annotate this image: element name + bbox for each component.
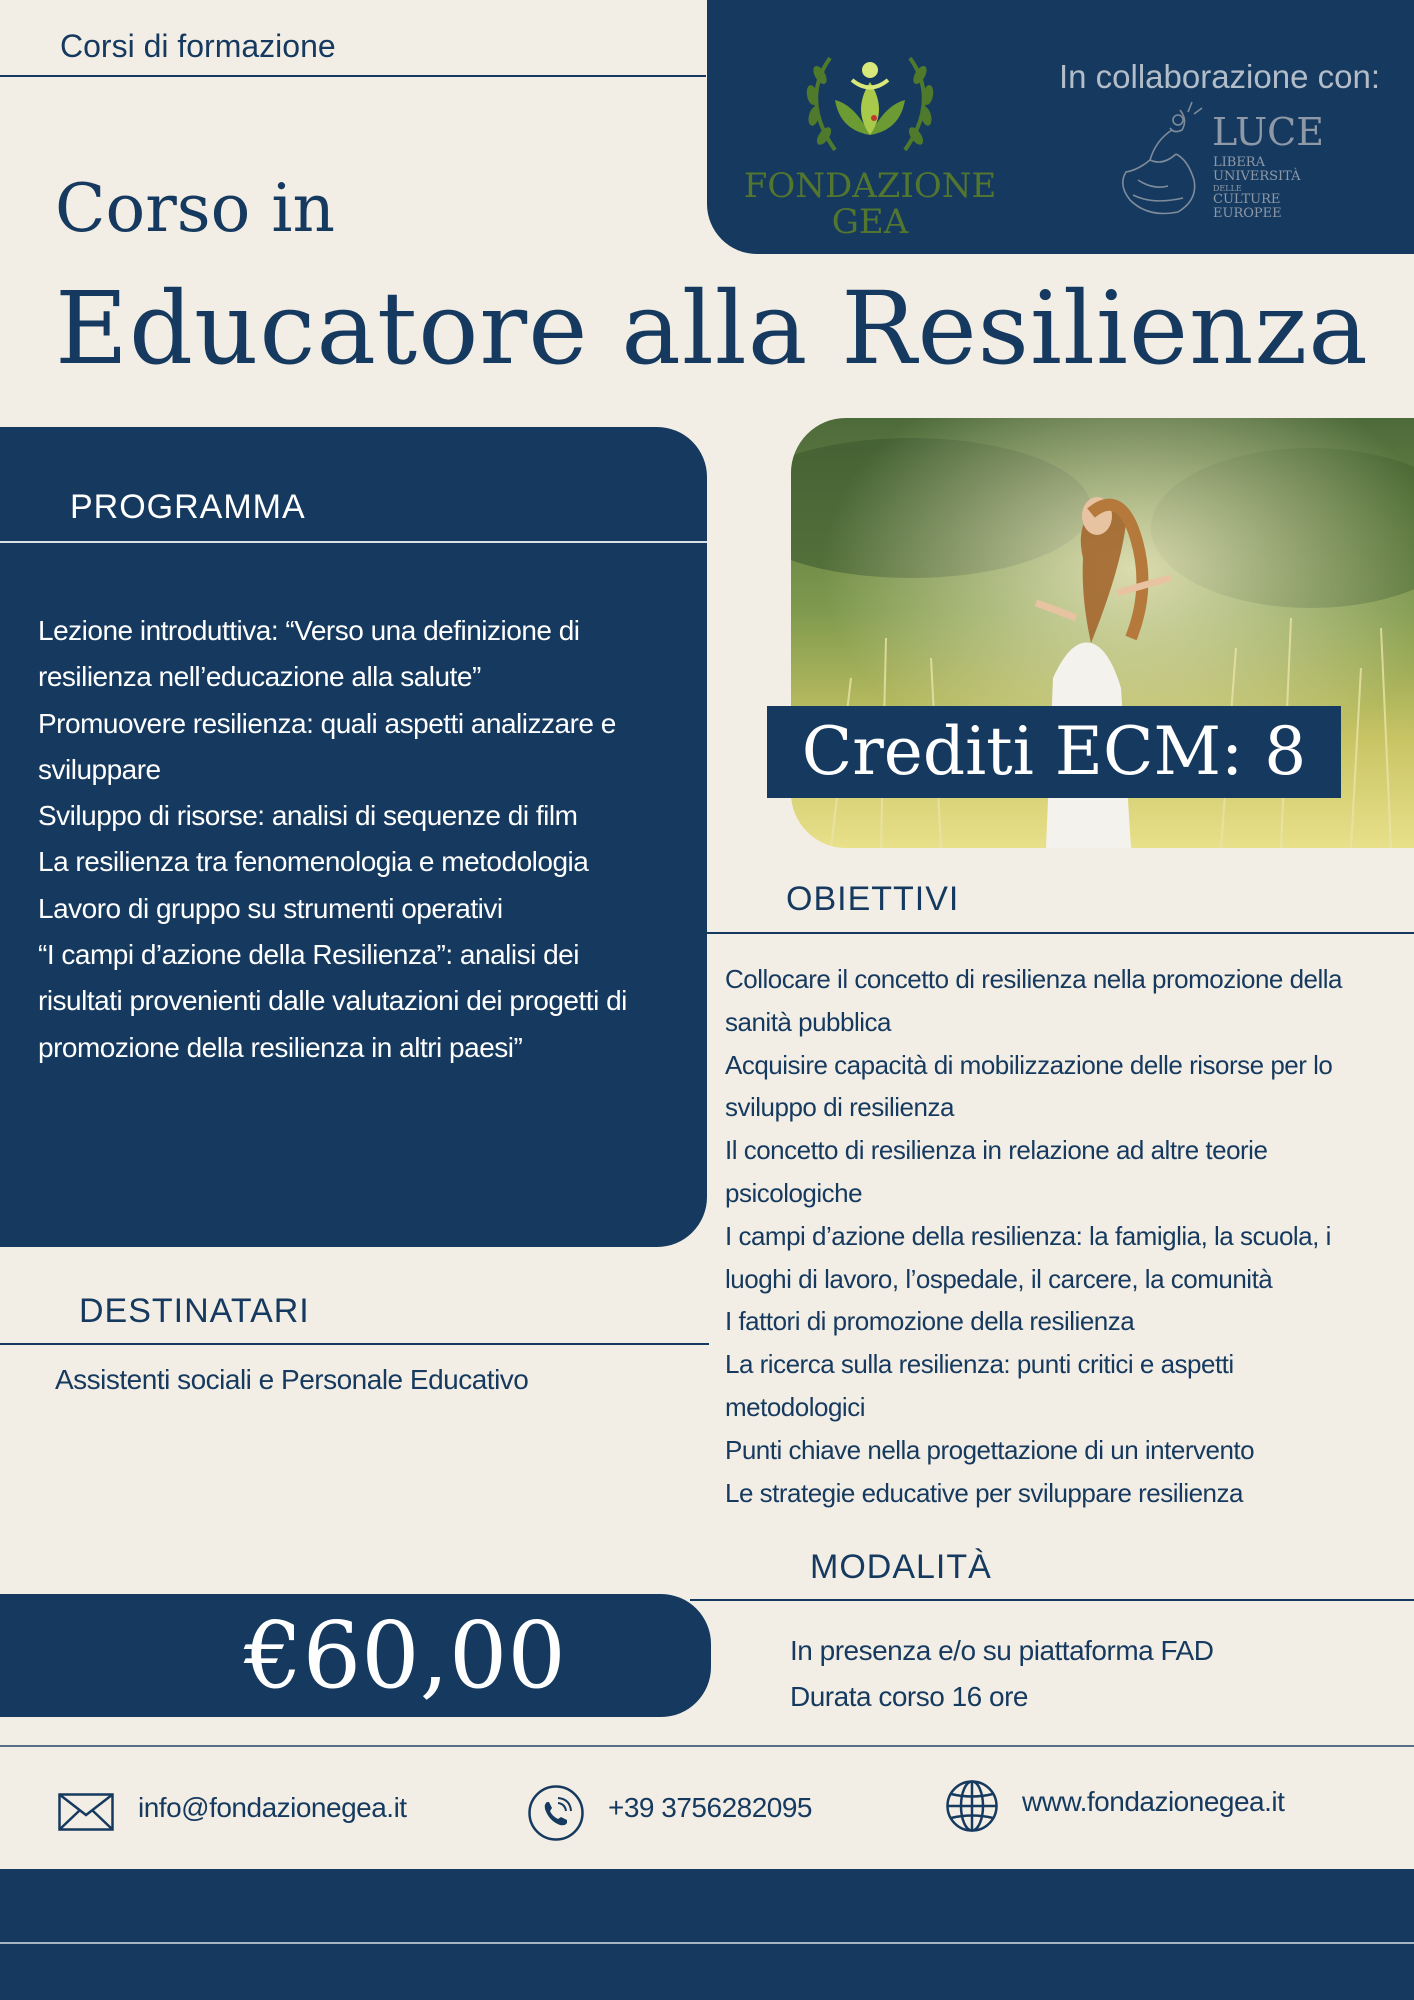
footer-divider	[0, 1942, 1414, 1944]
luce-subtitle	[1213, 156, 1333, 221]
footer-band	[0, 1869, 1414, 2000]
destinatari-heading: DESTINATARI	[79, 1292, 310, 1330]
programma-list	[38, 608, 678, 1071]
modalita-divider	[690, 1599, 1414, 1601]
modalita-line: In presenza e/o su piattaforma FAD	[790, 1635, 1214, 1666]
course-title: Educatore alla Resilienza	[55, 270, 1369, 387]
luce-subtitle-line: UNIVERSITÀ	[1213, 169, 1301, 184]
destinatari-text: Assistenti sociali e Personale Educativo	[55, 1364, 529, 1395]
phone-link[interactable]: +39 3756282095	[608, 1792, 812, 1823]
modalita-heading: MODALITÀ	[810, 1548, 992, 1586]
obiettivi-line: Collocare il concetto di resilienza nella promozione della	[725, 964, 1343, 994]
obiettivi-line: I campi d’azione della resilienza: la famiglia, la scuola, i	[725, 1220, 1331, 1251]
programma-line: “I campi d’azione della Resilienza”: analisi dei	[38, 939, 579, 971]
organization-name	[730, 168, 1010, 240]
contacts-divider	[0, 1745, 1414, 1747]
obiettivi-heading: OBIETTIVI	[786, 880, 960, 918]
partner-label: In collaborazione con:	[1058, 58, 1380, 95]
obiettivi-list	[725, 958, 1405, 1514]
email-link[interactable]: info@fondazionegea.it	[138, 1792, 407, 1823]
modalita-list	[790, 1628, 1213, 1720]
envelope-icon	[58, 1793, 114, 1831]
price: €60,00	[244, 1602, 566, 1709]
obiettivi-line: metodologici	[725, 1391, 865, 1422]
globe-icon	[945, 1779, 999, 1833]
header-divider	[0, 75, 706, 77]
programma-line: Lezione introduttiva: “Verso una definizione di	[38, 615, 580, 646]
programma-line: resilienza nell’educazione alla salute”	[38, 661, 481, 693]
luce-subtitle-line: LIBERA	[1213, 155, 1265, 170]
obiettivi-line: sanità pubblica	[725, 1006, 891, 1037]
obiettivi-divider	[707, 932, 1414, 934]
programma-line: Lavoro di gruppo su strumenti operativi	[38, 892, 503, 924]
obiettivi-line: Il concetto di resilienza in relazione ad altre teorie	[725, 1135, 1268, 1166]
obiettivi-line: psicologiche	[725, 1177, 863, 1208]
programma-line: Promuovere resilienza: quali aspetti analizzare e	[38, 707, 616, 739]
fondazione-gea-logo-icon	[790, 40, 950, 170]
modalita-line: Durata corso 16 ore	[790, 1681, 1028, 1712]
programma-line: Sviluppo di risorse: analisi di sequenze di film	[38, 800, 578, 832]
phone-icon	[527, 1784, 585, 1842]
programma-line: La resilienza tra fenomenologia e metodologia	[38, 846, 589, 878]
programma-line: sviluppare	[38, 753, 161, 785]
luce-subtitle-line: DELLE	[1213, 184, 1242, 193]
programma-line: risultati provenienti dalle valutazioni dei progetti di	[38, 985, 627, 1017]
luce-subtitle-line: EUROPEE	[1213, 206, 1282, 221]
destinatari-divider	[0, 1343, 709, 1345]
course-prefix: Corso in	[55, 170, 335, 247]
luce-figure-icon	[1108, 100, 1208, 225]
programma-divider	[0, 541, 707, 543]
programma-line: promozione della resilienza in altri paesi”	[38, 1031, 523, 1063]
organization-name-line2: GEA	[831, 202, 909, 242]
obiettivi-line: Acquisire capacità di mobilizzazione delle risorse per lo	[725, 1049, 1333, 1080]
website-link[interactable]: www.fondazionegea.it	[1022, 1786, 1285, 1817]
obiettivi-line: sviluppo di resilienza	[725, 1092, 954, 1123]
credits-label: Crediti ECM: 8	[801, 713, 1307, 790]
organization-name-line1: FONDAZIONE	[743, 166, 997, 206]
obiettivi-line: La ricerca sulla resilienza: punti critici e aspetti	[725, 1349, 1234, 1380]
obiettivi-line: Le strategie educative per sviluppare resilienza	[725, 1477, 1243, 1508]
obiettivi-line: Punti chiave nella progettazione di un intervento	[725, 1434, 1255, 1465]
category-label: Corsi di formazione	[60, 28, 336, 64]
programma-heading: PROGRAMMA	[70, 488, 306, 526]
obiettivi-line: I fattori di promozione della resilienza	[725, 1306, 1135, 1337]
luce-subtitle-line: CULTURE	[1213, 192, 1281, 207]
luce-name: LUCE	[1212, 110, 1324, 154]
obiettivi-line: luoghi di lavoro, l’ospedale, il carcere, la comunità	[725, 1263, 1273, 1294]
